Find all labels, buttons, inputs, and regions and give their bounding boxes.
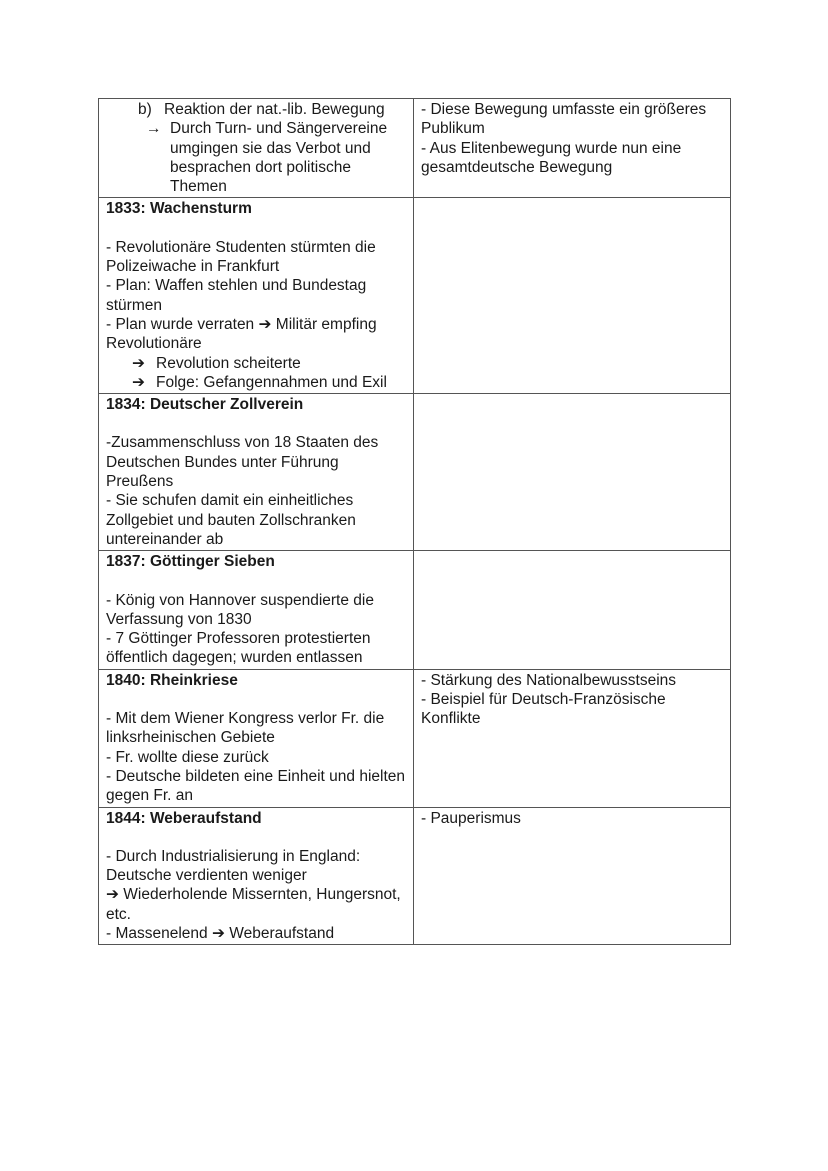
event-line: - Plan wurde verraten ➔ Militär empfing Revolutionäre — [106, 315, 377, 353]
event-line: - Revolutionäre Studenten stürmten die Polizeiwache in Frankfurt — [106, 238, 376, 276]
cell-right — [414, 394, 731, 551]
table-row-1833 — [99, 198, 731, 394]
arrow-icon: → — [146, 120, 162, 138]
table-row-1844 — [99, 807, 731, 945]
event-line: ➔ Wiederholende Missernten, Hungersnot, etc. — [106, 886, 401, 923]
cell-left — [99, 807, 414, 945]
table-row-1837 — [99, 551, 731, 669]
event-line: - Sie schufen damit ein einheitliches Zollgebiet und bauten Zollschranken untereinander ab — [106, 492, 356, 548]
table-row-1834 — [99, 394, 731, 551]
cell-right — [414, 99, 731, 198]
subpoint-label: b) — [138, 101, 152, 118]
arrow-icon: ➔ — [132, 354, 145, 372]
event-line: - 7 Göttinger Professoren protestierten öffentlich dagegen; wurden entlassen — [106, 630, 371, 667]
note-line: - Beispiel für Deutsch-Französische Konflikte — [421, 691, 666, 728]
cell-left — [99, 198, 414, 394]
cell-right — [414, 198, 731, 394]
note-line: - Stärkung des Nationalbewusstseins — [421, 671, 677, 689]
event-line: - Fr. wollte diese zurück — [106, 748, 269, 766]
consequence-line: ➔ Revolution scheiterte — [132, 354, 301, 372]
table-row-b — [99, 99, 731, 198]
cell-left — [99, 99, 414, 198]
subpoint-title: Reaktion der nat.-lib. Bewegung — [164, 101, 385, 118]
table-row-1840 — [99, 669, 731, 807]
subpoint-detail — [106, 119, 407, 196]
event-line: -Zusammenschluss von 18 Staaten des Deutschen Bundes unter Führung Preußens — [106, 434, 379, 491]
consequence-line: ➔ Folge: Gefangennahmen und Exil — [132, 373, 387, 391]
event-line: - Deutsche bildeten eine Einheit und hielten gegen Fr. an — [106, 767, 406, 805]
cell-right — [414, 669, 731, 807]
note-line: - Diese Bewegung umfasste ein größeres Publikum — [421, 101, 707, 138]
notes-table — [98, 98, 731, 945]
event-line: - Massenelend ➔ Weberaufstand — [106, 924, 335, 942]
cell-right — [414, 807, 731, 945]
event-title: 1833: Wachensturm — [106, 200, 252, 218]
cell-left — [99, 669, 414, 807]
cell-left — [99, 551, 414, 669]
subpoint-heading — [106, 100, 407, 119]
event-title: 1844: Weberaufstand — [106, 809, 262, 827]
note-line: - Pauperismus — [421, 809, 521, 827]
event-title: 1840: Rheinkriese — [106, 671, 238, 689]
arrow-icon: ➔ — [132, 373, 145, 391]
cell-right — [414, 551, 731, 669]
event-title: 1837: Göttinger Sieben — [106, 553, 275, 571]
event-line: - Durch Industrialisierung in England: Deutsche verdienten weniger — [106, 847, 361, 885]
subpoint-text: Durch Turn- und Sängervereine umgingen sie das Verbot und besprachen dort politische Themen — [170, 120, 388, 196]
event-line: - Plan: Waffen stehlen und Bundestag stürmen — [106, 277, 367, 314]
event-line: - Mit dem Wiener Kongress verlor Fr. die linksrheinischen Gebiete — [106, 710, 385, 747]
event-title: 1834: Deutscher Zollverein — [106, 396, 304, 414]
cell-left — [99, 394, 414, 551]
event-line: - König von Hannover suspendierte die Verfassung von 1830 — [106, 591, 374, 628]
note-line: - Aus Elitenbewegung wurde nun eine gesamtdeutsche Bewegung — [421, 139, 682, 176]
